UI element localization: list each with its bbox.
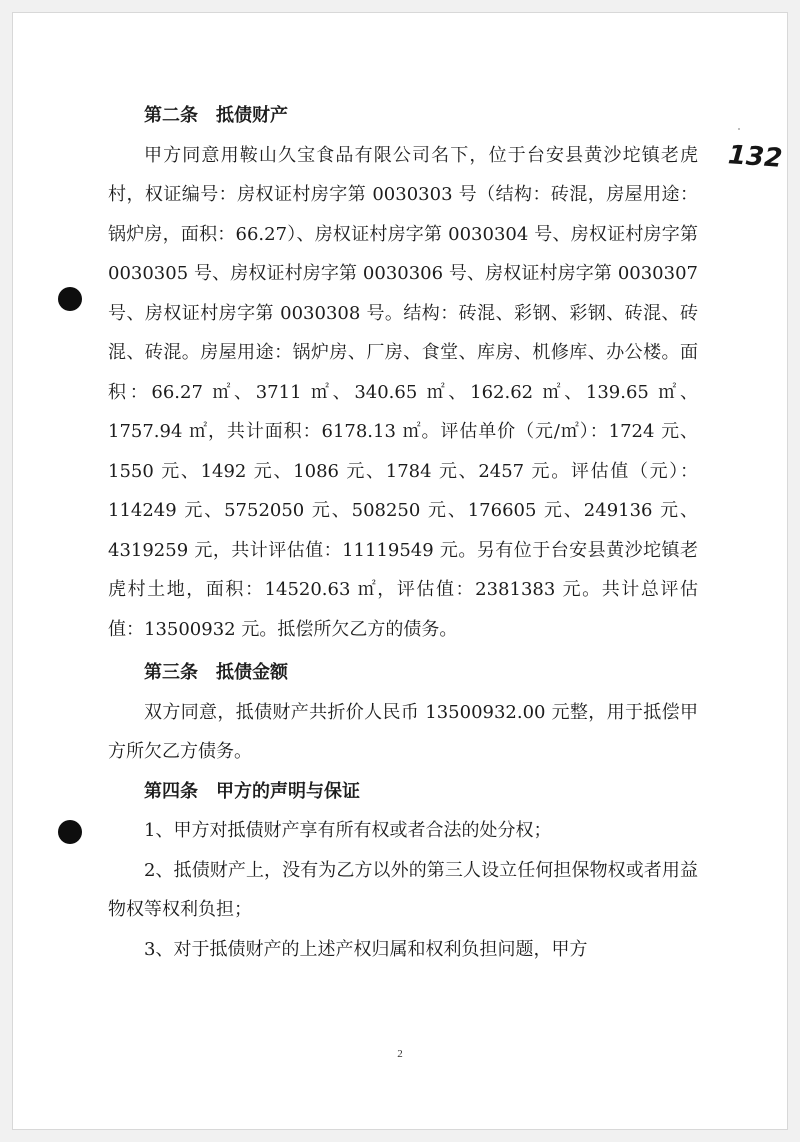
article-paragraph: 甲方同意用鞍山久宝食品有限公司名下，位于台安县黄沙坨镇老虎村，权证编号：房权证村房字第 0030303 号（结构：砖混，房屋用途：锅炉房，面积：66.27）、房权证村房字第 0030304 号、房权证村房字第 0030305 号、房权证村房字第 0030306 号、房权证村房字第 0030307 号、房权证村房字第 0030308 号。结构：砖混、彩钢、彩钢、砖混、砖混、砖混。房屋用途：锅炉房、厂房、食堂、库房、机修库、办公楼。面积：66.27 ㎡、3711 ㎡、340.65 ㎡、162.62 ㎡、139.65 ㎡、1757.94 ㎡，共计面积：6178.13 ㎡。评估单价（元/㎡）：1724 元、1550 元、1492 元、1086 元、1784 元、2457 元。评估值（元）：114249 元、5752050 元、508250 元、176605 元、249136 元、4319259 元，共计评估值：11119549 元。另有位于台安县黄沙坨镇老虎村土地，面积：14520.63 ㎡，评估值：2381383 元。共计总评估值：13500932 元。抵偿所欠乙方的债务。 <box>108 144 698 640</box>
article-number: 第二条 <box>144 105 198 126</box>
article-title: 甲方的声明与保证 <box>216 780 360 802</box>
article-number: 第四条 <box>144 780 198 802</box>
article-paragraph: 双方同意，抵债财产共折价人民币 13500932.00 元整，用于抵偿甲方所欠乙方债务。 <box>108 701 698 762</box>
binding-hole <box>58 820 82 844</box>
clause-item: 2、抵债财产上，没有为乙方以外的第三人设立任何担保物权或者用益物权等权利负担； <box>108 859 698 920</box>
clause-item: 1、甲方对抵债财产享有所有权或者合法的处分权； <box>144 820 552 841</box>
page-number: 2 <box>397 1048 403 1060</box>
article-title: 抵债金额 <box>216 662 288 683</box>
article-heading <box>108 772 698 812</box>
article-heading <box>108 653 698 693</box>
article-heading <box>108 96 698 136</box>
scan-speck <box>738 128 740 130</box>
article-number: 第三条 <box>144 662 198 683</box>
document-body <box>108 96 698 969</box>
article-title: 抵债财产 <box>216 105 288 126</box>
clause-item: 3、对于抵债财产的上述产权归属和权利负担问题，甲方 <box>144 938 588 960</box>
binding-hole <box>58 287 82 311</box>
handwritten-page-number: 132 <box>727 140 784 174</box>
